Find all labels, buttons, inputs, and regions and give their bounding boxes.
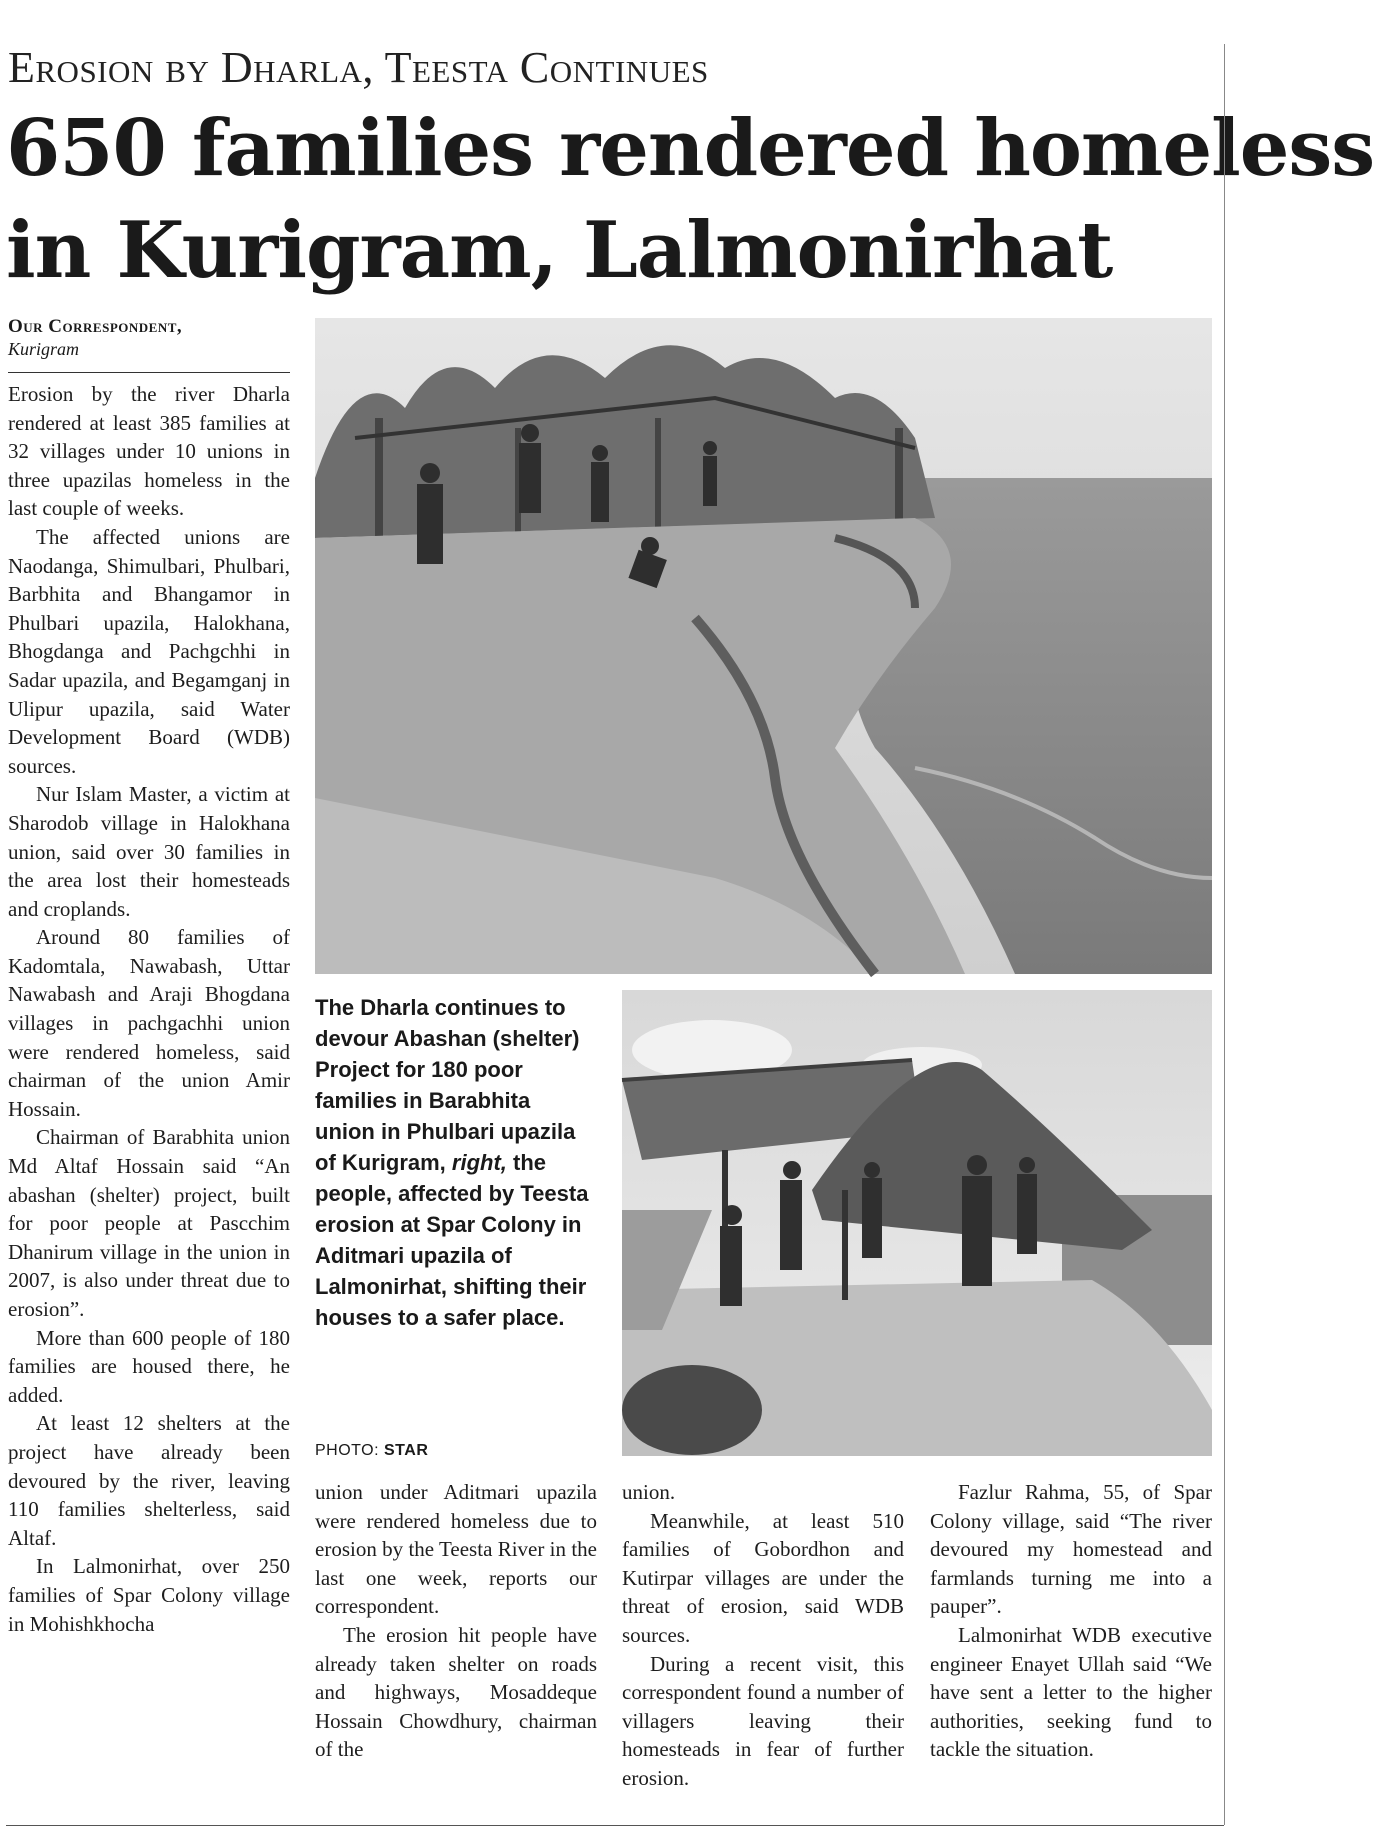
paragraph: Meanwhile, at least 510 families of Gobordhon and Kutirpar villages are under the threat of erosion, said WDB sources. xyxy=(622,1508,904,1647)
article-column-4 xyxy=(930,1478,1212,1764)
bottom-divider xyxy=(6,1825,1224,1826)
caption-part-1: The Dharla continues to devour Abashan (shelter) Project for 180 poor families in Barabhita union in Phulbari upazila of Kurigram, xyxy=(315,995,580,1175)
paragraph: union under Aditmari upazila were rendered homeless due to erosion by the Teesta River in the last one week, reports our correspondent. xyxy=(315,1480,597,1619)
caption-direction: right, xyxy=(451,1150,507,1175)
photo-credit xyxy=(315,1442,595,1460)
paragraph: Erosion by the river Dharla rendered at least 385 families at 32 villages under 10 unions in three upazilas homeless in the last couple of weeks. xyxy=(8,382,290,521)
byline-dateline: Kurigram xyxy=(8,339,80,359)
article-kicker: Erosion by Dharla, Teesta Continues xyxy=(8,43,709,92)
paragraph: Around 80 families of Kadomtala, Nawabash, Uttar Nawabash and Araji Bhogdana villages in pachgachhi union were rendered homeless, said chairman of the union Amir Hossain. xyxy=(8,925,290,1121)
byline xyxy=(8,316,296,360)
paragraph: Fazlur Rahma, 55, of Spar Colony village, said “The river devoured my homestead and farmlands turning me into a pauper”. xyxy=(930,1480,1212,1619)
photo-teesta-shifting-houses xyxy=(622,990,1212,1456)
paragraph: During a recent visit, this correspondent found a number of villagers leaving their homesteads in fear of further erosion. xyxy=(622,1651,904,1790)
credit-source: STAR xyxy=(384,1442,429,1459)
paragraph: union. xyxy=(622,1480,676,1504)
paragraph: More than 600 people of 180 families are housed there, he added. xyxy=(8,1325,290,1407)
caption-part-2: the people, affected by Teesta erosion at Spar Colony in Aditmari upazila of Lalmonirhat, shifting their houses to a safer place. xyxy=(315,1150,589,1330)
article-column-1 xyxy=(8,380,290,1638)
headline-line-2: in Kurigram, Lalmonirhat xyxy=(6,205,1113,296)
article-column-3 xyxy=(622,1478,904,1793)
photo-caption xyxy=(315,992,595,1333)
paragraph: Nur Islam Master, a victim at Sharodob village in Halokhana union, said over 30 families in the area lost their homesteads and croplands. xyxy=(8,782,290,921)
paragraph: In Lalmonirhat, over 250 families of Spar Colony village in Mohishkhocha xyxy=(8,1554,290,1636)
byline-name: Our Correspondent, xyxy=(8,316,183,337)
right-divider xyxy=(1224,44,1225,1825)
paragraph: The erosion hit people have already taken shelter on roads and highways, Mosaddeque Hossain Chowdhury, chairman of the xyxy=(315,1622,597,1762)
credit-label: PHOTO: xyxy=(315,1442,384,1459)
paragraph: The affected unions are Naodanga, Shimulbari, Phulbari, Barbhita and Bhangamor in Phulbari upazila, Halokhana, Bhogdanga and Pachgchhi in Sadar upazila, and Begamganj in Ulipur upazila, said Water Development Board (WDB) sources. xyxy=(8,524,290,778)
article-column-2 xyxy=(315,1478,597,1764)
paragraph: Chairman of Barabhita union Md Altaf Hossain said “An abashan (shelter) project, built for poor people at Pascchim Dhanirum village in the union in 2007, is also under threat due to erosion”. xyxy=(8,1125,290,1321)
byline-divider xyxy=(8,372,290,373)
headline-line-1: 650 families rendered homeless xyxy=(6,103,1374,194)
paragraph: At least 12 shelters at the project have already been devoured by the river, leaving 110 families shelterless, said Altaf. xyxy=(8,1411,290,1550)
paragraph: Lalmonirhat WDB executive engineer Enayet Ullah said “We have sent a letter to the higher authorities, seeking fund to tackle the situation. xyxy=(930,1622,1212,1762)
photo-dharla-erosion xyxy=(315,318,1212,974)
article-headline xyxy=(6,98,1374,302)
